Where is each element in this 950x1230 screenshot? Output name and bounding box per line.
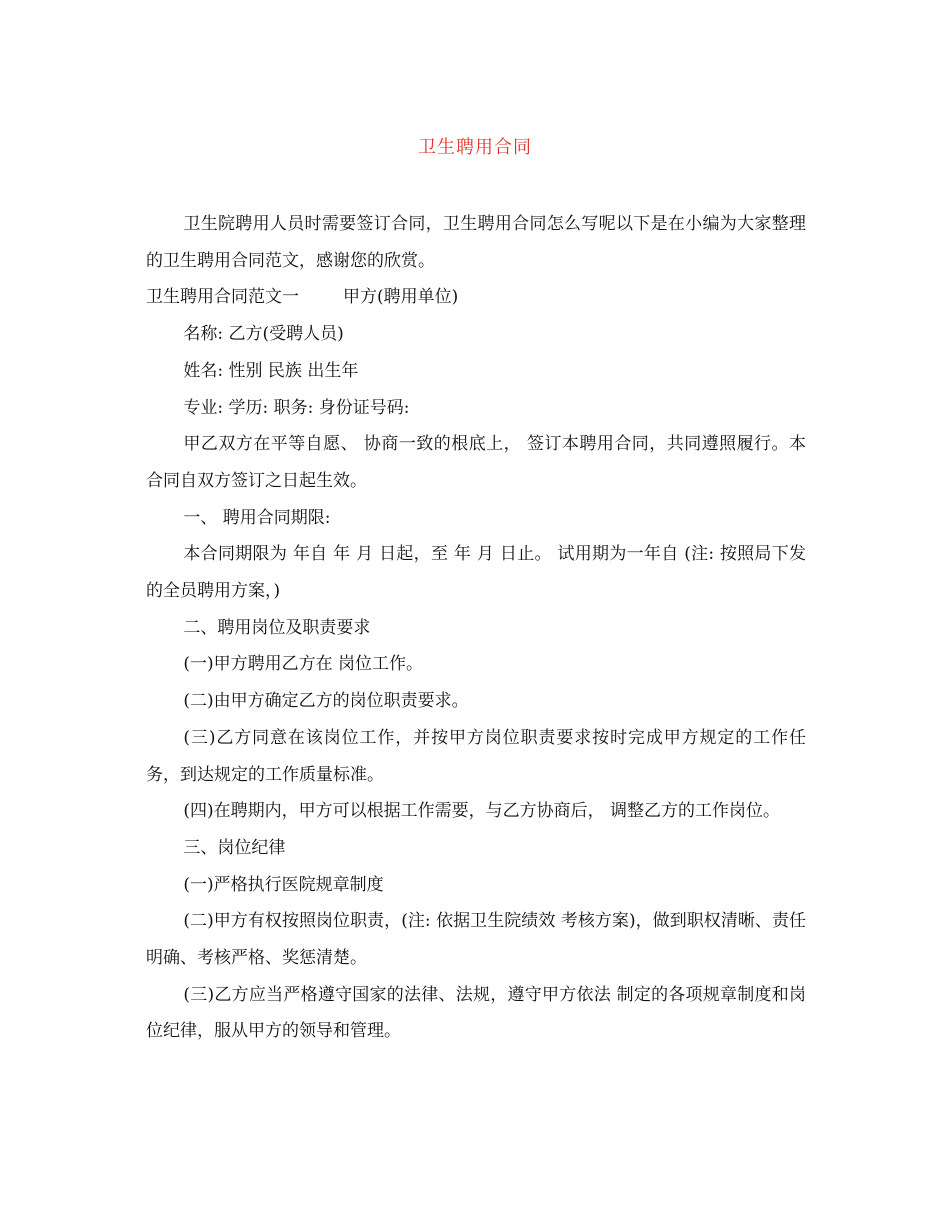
section3-title: 三、岗位纪律 xyxy=(183,837,286,858)
section3-item1: (一)严格执行医院规章制度 xyxy=(183,874,384,895)
section2-item1: (一)甲方聘用乙方在 岗位工作。 xyxy=(183,654,424,675)
document-title: 卫生聘用合同 xyxy=(418,137,532,158)
section2-item4: (四)在聘期内，甲方可以根据工作需要，与乙方协商后， 调整乙方的工作岗位。 xyxy=(183,801,781,822)
document-body xyxy=(146,206,806,1050)
section1-text: 本合同期限为 年自 年 月 日起，至 年 月 日止。 试用期为一年自 (注: 按照局下发的全员聘用方案，) xyxy=(146,544,806,602)
section2-item3: (三)乙方同意在该岗位工作，并按甲方岗位职责要求按时完成甲方规定的工作任务，到达规定的工作质量标准。 xyxy=(146,727,806,785)
section2-item2: (二)由甲方确定乙方的岗位职责要求。 xyxy=(183,691,469,712)
name-line: 名称: 乙方(受聘人员) xyxy=(183,324,344,345)
personal-info-line: 姓名: 性别 民族 出生年 xyxy=(183,360,359,381)
party-a-label: 甲方(聘用单位) xyxy=(343,287,459,308)
section3-item2: (二)甲方有权按照岗位职责，(注: 依据卫生院绩效 考核方案)，做到职权清晰、责任明确、考核严格、奖惩清楚。 xyxy=(146,911,806,969)
section2-title: 二、聘用岗位及职责要求 xyxy=(183,617,371,638)
intro-paragraph: 卫生院聘用人员时需要签订合同，卫生聘用合同怎么写呢以下是在小编为大家整理的卫生聘用合同范文，感谢您的欣赏。 xyxy=(146,214,806,271)
profession-line: 专业: 学历: 职务: 身份证号码: xyxy=(183,397,410,418)
section3-item3: (三)乙方应当严格遵守国家的法律、法规，遵守甲方依法 制定的各项规章制度和岗位纪律，服从甲方的领导和管理。 xyxy=(146,984,806,1042)
agreement-paragraph: 甲乙双方在平等自愿、 协商一致的根底上， 签订本聘用合同，共同遵照履行。本合同自双方签订之日起生效。 xyxy=(146,434,806,491)
section1-title: 一、 聘用合同期限: xyxy=(183,507,331,528)
sample-heading: 卫生聘用合同范文一 xyxy=(146,287,299,308)
sample-heading-line xyxy=(146,279,806,316)
